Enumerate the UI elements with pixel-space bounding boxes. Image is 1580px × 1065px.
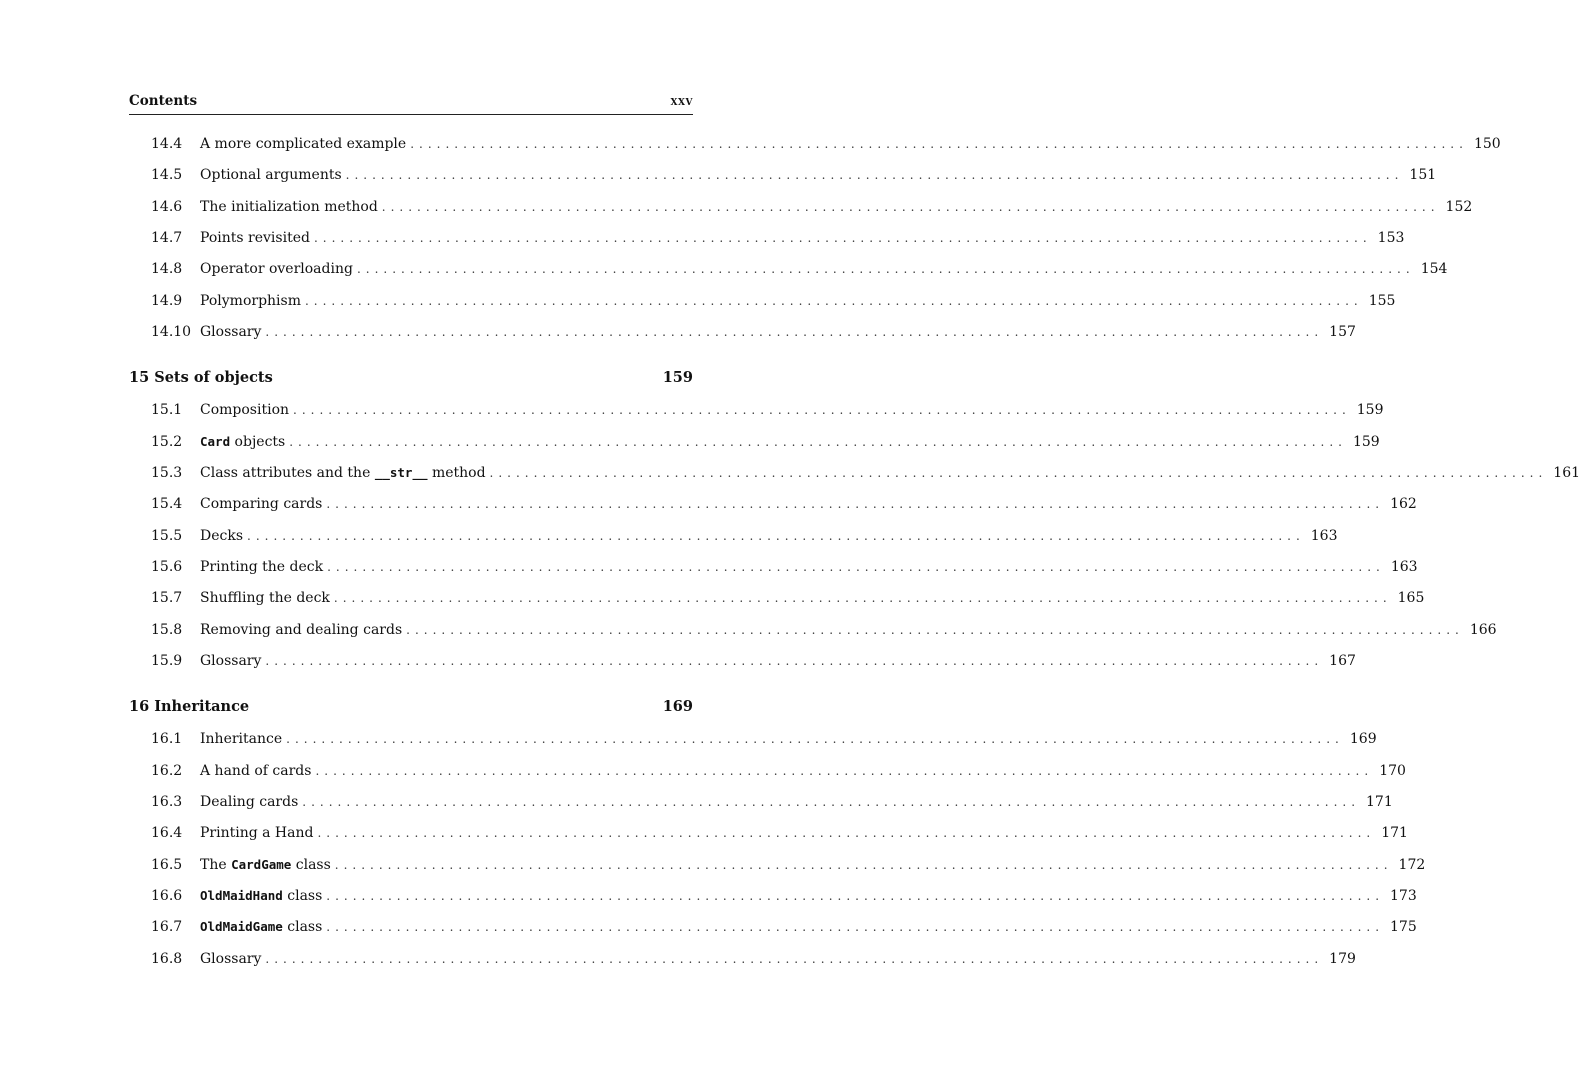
- entry-title-row: [200, 400, 1384, 420]
- title-text: class: [291, 856, 331, 873]
- dot-leader: ........................................................................................................................: [489, 466, 1548, 480]
- section-title: Optional arguments: [200, 167, 342, 184]
- dot-leader: ........................................................................................................................: [334, 857, 1393, 872]
- page-number: 170: [1379, 762, 1406, 779]
- toc-entry[interactable]: [129, 917, 1417, 937]
- toc-entry[interactable]: [129, 620, 1497, 640]
- page-number: 154: [1420, 261, 1448, 278]
- dot-leader: ........................................................................................................................: [293, 403, 1351, 418]
- toc-entry[interactable]: [129, 165, 1437, 185]
- section-title: [200, 463, 490, 483]
- toc-entry[interactable]: [129, 557, 1418, 577]
- dot-leader: ........................................................................................................................: [313, 230, 1372, 245]
- dot-leader: ........................................................................................................................: [406, 622, 1464, 637]
- section-title: Glossary: [200, 323, 262, 340]
- toc-entry[interactable]: [129, 823, 1408, 843]
- section-number: 15.5: [151, 527, 183, 544]
- page-number: 163: [1390, 558, 1418, 575]
- page-number: 166: [1469, 621, 1497, 638]
- section-title: [200, 855, 335, 875]
- section-title: Composition: [200, 402, 290, 419]
- title-code: __str__: [374, 465, 428, 480]
- section-title: Glossary: [200, 652, 262, 669]
- document-page: [129, 0, 1580, 1065]
- section-title: A hand of cards: [200, 762, 312, 779]
- dot-leader: ........................................................................................................................: [265, 653, 1324, 668]
- title-text: The: [200, 856, 232, 873]
- dot-leader: ........................................................................................................................: [289, 434, 1347, 449]
- chapter-heading[interactable]: [129, 696, 693, 718]
- entry-title-row: [200, 291, 1396, 311]
- section-number: 16.5: [151, 856, 183, 873]
- section-number: 14.8: [151, 261, 183, 278]
- page-number: 152: [1445, 198, 1473, 215]
- section-title: Points revisited: [200, 229, 310, 246]
- section-title: Polymorphism: [200, 292, 301, 309]
- entry-title-row: [200, 729, 1377, 749]
- section-number: 15.2: [151, 433, 183, 450]
- dot-leader: ........................................................................................................................: [326, 497, 1385, 512]
- section-title: Printing the deck: [200, 558, 324, 575]
- running-header: [129, 92, 693, 115]
- entry-title-row: [200, 855, 1426, 875]
- header-section-title: Contents: [129, 93, 198, 109]
- header-page-number: xxv: [670, 93, 693, 109]
- section-title: Glossary: [200, 950, 262, 967]
- title-code: OldMaidGame: [200, 919, 283, 935]
- entry-title-row: [200, 792, 1393, 812]
- page-number: 155: [1368, 292, 1396, 309]
- page-number: 159: [1352, 433, 1380, 450]
- page-number: 171: [1366, 794, 1393, 810]
- chapter-title: 16 Inheritance: [129, 698, 250, 716]
- page-number: 165: [1397, 590, 1425, 607]
- dot-leader: ........................................................................................................................: [286, 732, 1344, 747]
- toc-entry[interactable]: [129, 259, 1448, 279]
- section-number: 15.9: [151, 652, 183, 669]
- toc-entry[interactable]: [129, 729, 1377, 749]
- entry-title-row: [200, 557, 1418, 577]
- entry-title-row: [200, 651, 1356, 671]
- dot-leader: ........................................................................................................................: [333, 591, 1392, 606]
- section-title: [200, 917, 326, 937]
- section-number: 14.7: [151, 229, 183, 246]
- section-number: 14.10: [151, 323, 192, 340]
- entry-title-row: [200, 494, 1417, 514]
- dot-leader: ........................................................................................................................: [304, 293, 1363, 308]
- title-text: Class attributes and the: [200, 465, 375, 481]
- entry-title-row: [200, 949, 1356, 969]
- chapter-page-number: 169: [662, 698, 693, 716]
- section-number: 15.7: [151, 590, 183, 607]
- entry-title-row: [200, 917, 1417, 937]
- section-number: 16.1: [151, 731, 183, 748]
- dot-leader: ........................................................................................................................: [356, 262, 1415, 277]
- section-number: 14.9: [151, 292, 183, 309]
- section-number: 16.7: [151, 919, 183, 936]
- chapter-title: 15 Sets of objects: [129, 369, 273, 387]
- page-number: 159: [1356, 402, 1384, 419]
- title-code: OldMaidHand: [200, 887, 283, 903]
- dot-leader: ........................................................................................................................: [247, 528, 1305, 543]
- title-text: class: [282, 919, 323, 936]
- section-title: Printing a Hand: [200, 825, 314, 842]
- page-number: 153: [1377, 229, 1405, 246]
- page-number: 173: [1390, 887, 1417, 904]
- section-number: 14.4: [151, 136, 183, 152]
- entry-title-row: [200, 165, 1437, 185]
- section-number: 16.4: [151, 825, 183, 842]
- entry-title-row: [200, 620, 1497, 640]
- page-number: 179: [1329, 950, 1356, 967]
- page-number: 171: [1381, 825, 1408, 842]
- toc-entry[interactable]: [129, 588, 1425, 608]
- dot-leader: ........................................................................................................................: [265, 324, 1324, 339]
- dot-leader: ........................................................................................................................: [381, 199, 1440, 214]
- page-number: 167: [1329, 652, 1356, 669]
- entry-title-row: [200, 823, 1408, 843]
- page-number: 172: [1398, 856, 1426, 873]
- toc-entry[interactable]: [129, 134, 1501, 154]
- section-title: Removing and dealing cards: [200, 621, 403, 638]
- toc-entry[interactable]: [129, 463, 1580, 483]
- section-number: 16.8: [151, 950, 183, 967]
- entry-title-row: [200, 588, 1425, 608]
- page-number: 150: [1473, 136, 1501, 152]
- section-number: 15.1: [151, 402, 183, 419]
- toc-entry[interactable]: [129, 792, 1393, 812]
- title-text: objects: [230, 433, 286, 450]
- toc-entry[interactable]: [129, 494, 1417, 514]
- title-text: method: [427, 465, 486, 481]
- section-number: 15.6: [151, 558, 183, 575]
- entry-title-row: [200, 463, 1580, 483]
- entry-title-row: [200, 432, 1380, 452]
- page-number: 169: [1349, 731, 1377, 748]
- entry-title-row: [200, 761, 1406, 781]
- section-number: 15.4: [151, 496, 183, 513]
- section-title: A more complicated example: [200, 136, 407, 152]
- toc-entry[interactable]: [129, 526, 1338, 546]
- section-title: Comparing cards: [200, 496, 323, 513]
- toc-entry[interactable]: [129, 432, 1380, 452]
- section-title: The initialization method: [200, 198, 378, 215]
- toc-entry[interactable]: [129, 228, 1405, 248]
- dot-leader: ........................................................................................................................: [265, 951, 1324, 966]
- section-title: Inheritance: [200, 731, 283, 748]
- toc-entry[interactable]: [129, 886, 1417, 906]
- section-title: Shuffling the deck: [200, 590, 330, 607]
- dot-leader: ........................................................................................................................: [317, 826, 1376, 841]
- section-title: Decks: [200, 527, 244, 544]
- section-title: Dealing cards: [200, 794, 299, 810]
- dot-leader: ........................................................................................................................: [410, 137, 1468, 151]
- section-number: 15.3: [151, 465, 183, 481]
- toc-entry[interactable]: [129, 291, 1396, 311]
- section-number: 15.8: [151, 621, 183, 638]
- toc-entry[interactable]: [129, 197, 1473, 217]
- chapter-heading[interactable]: [129, 367, 693, 389]
- page-number: 162: [1390, 496, 1417, 513]
- section-number: 16.6: [151, 887, 183, 904]
- page-number: 175: [1390, 919, 1417, 936]
- page-number: 157: [1329, 323, 1356, 340]
- page-number: 151: [1409, 167, 1437, 184]
- toc-entry[interactable]: [129, 651, 1356, 671]
- entry-title-row: [200, 322, 1356, 342]
- dot-leader: ........................................................................................................................: [326, 888, 1385, 903]
- entry-title-row: [200, 886, 1417, 906]
- section-number: 16.2: [151, 762, 183, 779]
- entry-title-row: [200, 526, 1338, 546]
- page-number: 161: [1553, 465, 1580, 481]
- toc-entry[interactable]: [129, 949, 1356, 969]
- dot-leader: ........................................................................................................................: [326, 920, 1385, 935]
- dot-leader: ........................................................................................................................: [315, 763, 1374, 778]
- chapter-page-number: 159: [662, 369, 693, 387]
- section-number: 14.6: [151, 198, 183, 215]
- toc-entry[interactable]: [129, 761, 1406, 781]
- entry-title-row: [200, 197, 1473, 217]
- entry-title-row: [200, 134, 1501, 154]
- title-code: Card: [200, 433, 231, 449]
- toc-entry[interactable]: [129, 322, 1356, 342]
- section-title: [200, 886, 326, 906]
- dot-leader: ........................................................................................................................: [302, 795, 1361, 809]
- section-number: 14.5: [151, 167, 183, 184]
- dot-leader: ........................................................................................................................: [345, 168, 1404, 183]
- toc-entry[interactable]: [129, 855, 1426, 875]
- entry-title-row: [200, 228, 1405, 248]
- entry-title-row: [200, 259, 1448, 279]
- section-title: [200, 432, 289, 452]
- title-text: class: [282, 887, 323, 904]
- title-code: CardGame: [231, 856, 292, 872]
- section-number: 16.3: [151, 794, 183, 810]
- section-title: Operator overloading: [200, 261, 353, 278]
- page-number: 163: [1310, 527, 1338, 544]
- toc-entry[interactable]: [129, 400, 1384, 420]
- dot-leader: ........................................................................................................................: [327, 559, 1385, 574]
